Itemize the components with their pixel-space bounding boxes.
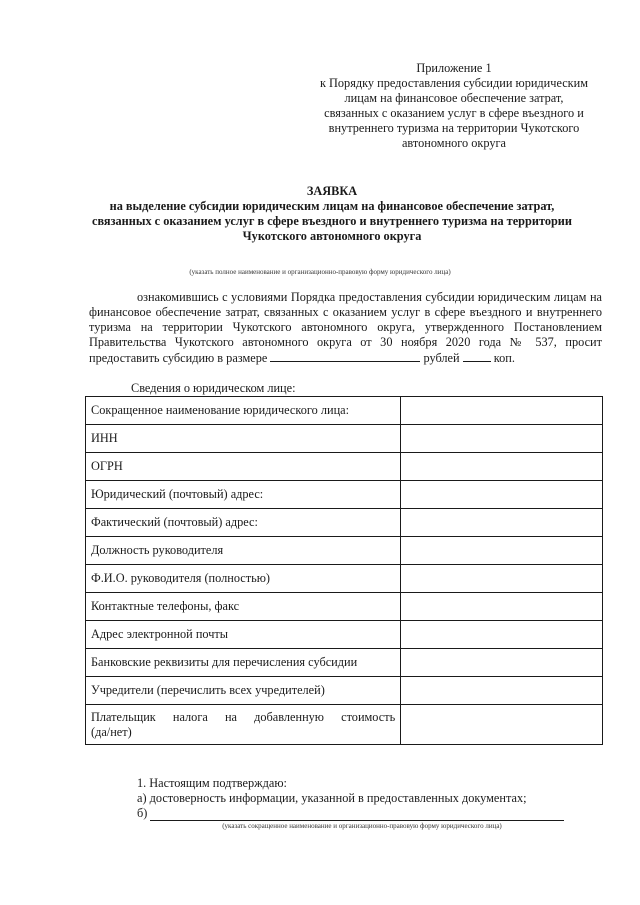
title-line: на выделение субсидии юридическим лицам на финансовое обеспечение затрат, xyxy=(109,199,555,213)
table-row xyxy=(86,537,603,565)
row-value-cell[interactable] xyxy=(401,705,603,745)
appendix-line: к Порядку предоставления субсидии юридическим xyxy=(319,76,589,90)
appendix-line: Приложение 1 xyxy=(416,61,492,75)
kop-label: коп. xyxy=(493,351,515,365)
table-row xyxy=(86,565,603,593)
row-label: Банковские реквизиты для перечисления субсидии xyxy=(86,649,401,677)
title-line: Чукотского автономного округа xyxy=(242,229,422,243)
hint-entity-full: (указать полное наименование и организационно-правовую форму юридического лица) xyxy=(189,268,451,276)
row-label: Адрес электронной почты xyxy=(86,621,401,649)
row-value-cell[interactable] xyxy=(401,565,603,593)
row-label: Юридический (почтовый) адрес: xyxy=(86,481,401,509)
row-label: ОГРН xyxy=(86,453,401,481)
appendix-line: связанных с оказанием услуг в сфере въездного и xyxy=(324,106,584,120)
confirm-line: б) xyxy=(137,806,148,820)
row-value-cell[interactable] xyxy=(401,481,603,509)
row-value-cell[interactable] xyxy=(401,677,603,705)
document-title xyxy=(60,184,604,244)
title-line: связанных с оказанием услуг в сфере въездного и внутреннего туризма на территории xyxy=(92,214,572,228)
row-label: Фактический (почтовый) адрес: xyxy=(86,509,401,537)
appendix-header xyxy=(300,61,608,151)
row-label: Контактные телефоны, факс xyxy=(86,593,401,621)
appendix-line: внутреннего туризма на территории Чукотского xyxy=(328,121,580,135)
vat-label-line2: (да/нет) xyxy=(91,724,132,739)
confirm-line: 1. Настоящим подтверждаю: xyxy=(137,776,287,790)
row-value-cell[interactable] xyxy=(401,453,603,481)
row-label: Должность руководителя xyxy=(86,537,401,565)
row-value-cell[interactable] xyxy=(401,425,603,453)
table-row xyxy=(86,425,603,453)
paragraph-text: ознакомившись с условиями Порядка предоставления субсидии юридическим лицам на финансовое обеспечение затрат, связанных с оказанием услуг в сфере въездного и внутреннего туризма на территории Чукотского автономного округа, утвержденного Постановлением Правительства Чукотского автономного округа от 30 ноября 2020 года № 537, просит предоставить субсидию в размере xyxy=(89,290,602,365)
confirmation-block xyxy=(137,776,607,821)
table-row xyxy=(86,453,603,481)
row-value-cell[interactable] xyxy=(401,649,603,677)
table-row xyxy=(86,621,603,649)
row-value-cell[interactable] xyxy=(401,537,603,565)
row-value-cell[interactable] xyxy=(401,509,603,537)
row-label: ИНН xyxy=(86,425,401,453)
confirm-line: а) достоверность информации, указанной в предоставленных документах; xyxy=(137,791,527,805)
row-value-cell[interactable] xyxy=(401,397,603,425)
hint-entity-short: (указать сокращенное наименование и организационно-правовую форму юридического лица) xyxy=(222,822,502,830)
appendix-line: лицам на финансовое обеспечение затрат, xyxy=(344,91,564,105)
rub-label: рублей xyxy=(423,351,460,365)
section-label: Сведения о юридическом лице: xyxy=(131,381,296,395)
title-heading: ЗАЯВКА xyxy=(306,184,358,198)
row-label: Сокращенное наименование юридического лица: xyxy=(86,397,401,425)
table-row xyxy=(86,397,603,425)
entity-name-blank[interactable] xyxy=(150,820,564,821)
row-label-vat xyxy=(86,705,401,745)
table-row xyxy=(86,705,603,745)
table-row xyxy=(86,481,603,509)
row-label: Ф.И.О. руководителя (полностью) xyxy=(86,565,401,593)
table-row xyxy=(86,509,603,537)
appendix-line: автономного округа xyxy=(401,136,507,150)
legal-entity-table xyxy=(85,396,603,745)
amount-kop-blank[interactable] xyxy=(463,350,491,362)
application-paragraph xyxy=(89,290,602,366)
row-value-cell[interactable] xyxy=(401,593,603,621)
amount-rub-blank[interactable] xyxy=(270,350,420,362)
vat-label-line1: Плательщик налога на добавленную стоимость xyxy=(91,709,396,724)
row-value-cell[interactable] xyxy=(401,621,603,649)
table-row xyxy=(86,677,603,705)
table-row xyxy=(86,593,603,621)
table-row xyxy=(86,649,603,677)
row-label: Учредители (перечислить всех учредителей) xyxy=(86,677,401,705)
